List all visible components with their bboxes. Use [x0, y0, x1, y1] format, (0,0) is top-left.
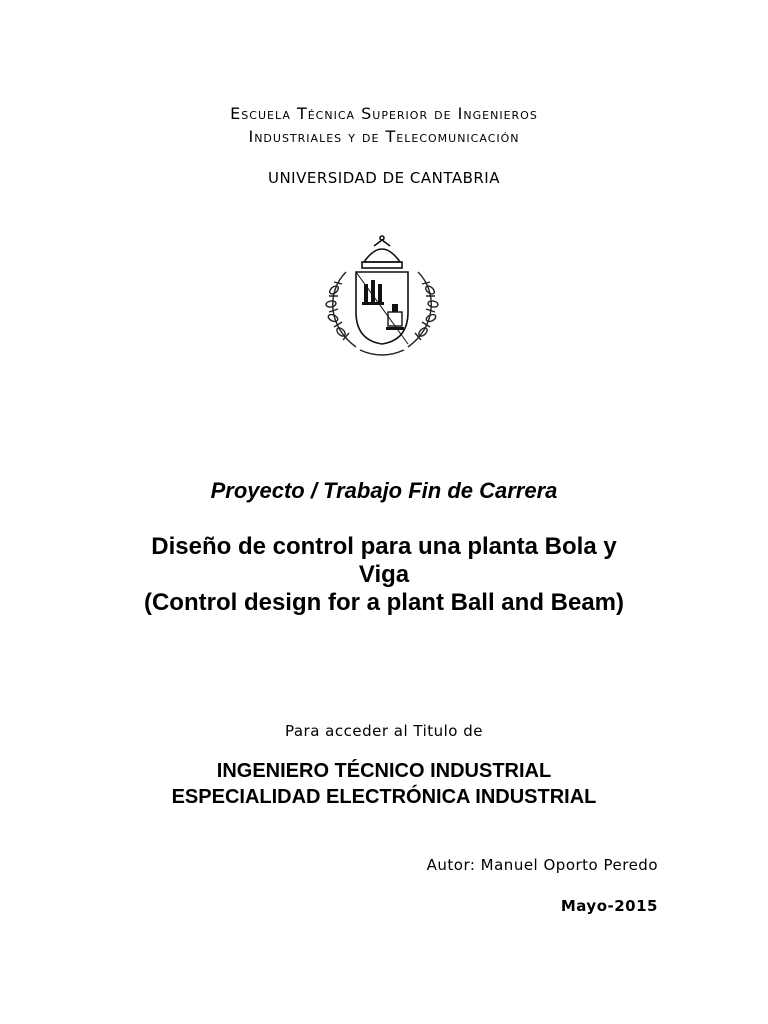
date: Mayo-2015 [560, 897, 658, 915]
university-name: UNIVERSIDAD DE CANTABRIA [267, 169, 500, 187]
author: Autor: Manuel Oporto Peredo [426, 856, 658, 874]
project-type: Proyecto / Trabajo Fin de Carrera [210, 478, 558, 503]
project-title-english: (Control design for a plant Ball and Beam) [143, 589, 625, 616]
university-seal-icon [316, 232, 448, 364]
degree-title-line1: INGENIERO TÉCNICO INDUSTRIAL [216, 760, 552, 782]
degree-title-line2: ESPECIALIDAD ELECTRÓNICA INDUSTRIAL [171, 786, 597, 808]
project-title-line1: Diseño de control para una planta Bola y [151, 533, 617, 560]
project-title-line2: Viga [358, 561, 410, 588]
school-name-line2: Industriales y de Telecomunicación [248, 127, 520, 146]
degree-intro: Para acceder al Titulo de [284, 722, 484, 740]
school-name-line1: Escuela Técnica Superior de Ingenieros [230, 104, 538, 123]
